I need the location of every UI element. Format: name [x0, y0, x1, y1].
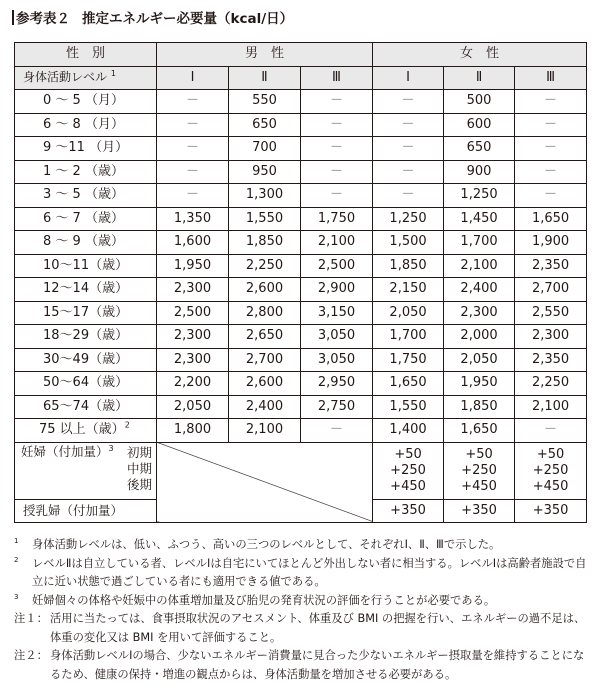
pregnant-values-3 [515, 442, 587, 499]
value: +250 [390, 462, 426, 478]
value-cell: － [301, 419, 373, 443]
footnote-mark: 2 [14, 555, 19, 564]
table-title [12, 8, 587, 30]
value-cell: 2,600 [229, 278, 301, 302]
activity-level-sup: 1 [110, 69, 116, 79]
value-cell: 1,900 [515, 231, 587, 255]
age-cell: 18～29（歳） [15, 325, 157, 349]
footnote [14, 555, 589, 592]
value-cell: 2,400 [229, 395, 301, 419]
value-cell: 2,300 [444, 301, 515, 325]
value-cell: 2,150 [373, 278, 444, 302]
note-mark: 注１： [14, 612, 48, 625]
value-cell: 2,300 [157, 325, 229, 349]
age-cell: 50～64（歳） [15, 372, 157, 396]
footnote-text: 妊婦個々の体格や妊娠中の体重増加量及び胎児の発育状況の評価を行うことが必要である。 [32, 593, 496, 607]
value-cell: 1,400 [373, 419, 444, 443]
table-row [15, 137, 587, 161]
value-cell: 2,950 [301, 372, 373, 396]
value: +250 [461, 462, 497, 478]
value-cell: － [515, 137, 587, 161]
age-cell: 3 ～ 5 （歳） [15, 184, 157, 208]
value-cell: 2,300 [157, 278, 229, 302]
value-cell: 2,200 [157, 372, 229, 396]
value-cell: 1,450 [444, 207, 515, 231]
value-cell: － [301, 113, 373, 137]
value-cell: +350 [444, 499, 515, 523]
table-row [15, 395, 587, 419]
period-early: 初期 [126, 444, 152, 460]
value-cell: 1,950 [444, 372, 515, 396]
value-cell: 3,150 [301, 301, 373, 325]
value-cell: － [157, 113, 229, 137]
value-cell: 1,850 [373, 254, 444, 278]
value-cell: － [373, 184, 444, 208]
value-cell: 2,100 [444, 254, 515, 278]
footnote-mark: 1 [14, 537, 19, 546]
note-text: 身体活動レベルⅠの場合、少ないエネルギー消費量に見合った少ないエネルギー摂取量を維持することになるため、健康の保持・増進の観点からは、身体活動量を増加させる必要がある。 [50, 649, 585, 681]
footnote [14, 592, 589, 611]
pregnant-label-cell [15, 442, 157, 499]
age-cell: 9 ～11 （月） [15, 137, 157, 161]
value-cell: － [157, 184, 229, 208]
age-cell: 1 ～ 2 （歳） [15, 160, 157, 184]
value-cell: 2,250 [515, 372, 587, 396]
period-late: 後期 [126, 476, 152, 492]
footnote-text: レベルⅡは自立している者、レベルⅠは自宅にいてほとんど外出しない者に相当する。レベルⅠは高齢者施設で自立に近い状態で過ごしている者にも適用できる値である。 [32, 556, 587, 588]
value-cell: － [515, 184, 587, 208]
value-cell: 2,100 [301, 231, 373, 255]
value-cell: 2,400 [444, 278, 515, 302]
female-header: 女 性 [373, 43, 587, 67]
age-cell: 6 ～ 7 （歳） [15, 207, 157, 231]
value-cell: 3,050 [301, 348, 373, 372]
age-cell: 10～11（歳） [15, 254, 157, 278]
age-cell: 8 ～ 9 （歳） [15, 231, 157, 255]
value: +50 [536, 446, 565, 462]
value-cell: － [373, 137, 444, 161]
table-row [15, 207, 587, 231]
value-cell: － [515, 419, 587, 443]
value-cell: 2,800 [229, 301, 301, 325]
value: +450 [532, 478, 569, 494]
male-not-applicable [157, 442, 373, 523]
table-row [15, 90, 587, 114]
value-cell: 650 [229, 113, 301, 137]
value-cell: 2,650 [229, 325, 301, 349]
value-cell: 1,650 [515, 207, 587, 231]
value-cell: － [301, 184, 373, 208]
lactating-label: 授乳婦（付加量） [15, 499, 157, 523]
title-bar [12, 10, 14, 25]
value-cell: 2,700 [229, 348, 301, 372]
value-cell: － [301, 137, 373, 161]
value-cell: 600 [444, 113, 515, 137]
value-cell: 2,500 [157, 301, 229, 325]
male-header: 男 性 [157, 43, 373, 67]
value: +450 [461, 478, 497, 494]
value-cell: 1,850 [229, 231, 301, 255]
value-cell: 2,550 [515, 301, 587, 325]
value-cell: 1,650 [444, 419, 515, 443]
energy-table [14, 42, 587, 523]
value-cell: 1,750 [373, 348, 444, 372]
value-cell: 700 [229, 137, 301, 161]
value-cell: － [301, 160, 373, 184]
table-row [15, 372, 587, 396]
footnote-sup: 3 [108, 443, 114, 453]
pregnant-values-2 [444, 442, 515, 499]
value-cell: 650 [444, 137, 515, 161]
age-cell: 30～49（歳） [15, 348, 157, 372]
table-row [15, 184, 587, 208]
value-cell: 2,250 [229, 254, 301, 278]
table-row [15, 325, 587, 349]
value-cell: 1,250 [373, 207, 444, 231]
value-cell: 2,350 [515, 348, 587, 372]
table-row [15, 419, 587, 443]
value-cell: 1,650 [373, 372, 444, 396]
value-cell: +350 [373, 499, 444, 523]
value-cell: 2,100 [229, 419, 301, 443]
value-cell: － [515, 90, 587, 114]
value-cell: 1,500 [373, 231, 444, 255]
value-cell: － [373, 113, 444, 137]
level-header: Ⅲ [301, 66, 373, 90]
value-cell: 1,600 [157, 231, 229, 255]
value-cell: 1,700 [373, 325, 444, 349]
table-row [15, 348, 587, 372]
level-header: Ⅱ [229, 66, 301, 90]
value-cell: － [301, 90, 373, 114]
value-cell: 1,350 [157, 207, 229, 231]
header-row-sex [15, 43, 587, 67]
value-cell: 1,550 [229, 207, 301, 231]
value-cell: 2,000 [444, 325, 515, 349]
value-cell: 1,550 [373, 395, 444, 419]
value-cell: 950 [229, 160, 301, 184]
value: +50 [394, 446, 422, 462]
note [14, 610, 589, 647]
age-cell: 6 ～ 8 （月） [15, 113, 157, 137]
value-cell: － [515, 113, 587, 137]
value-cell: － [157, 160, 229, 184]
footnote [14, 536, 589, 555]
value-cell: 1,300 [229, 184, 301, 208]
value-cell: 2,750 [301, 395, 373, 419]
period-mid: 中期 [126, 460, 152, 476]
table-row [15, 254, 587, 278]
note [14, 647, 589, 684]
age-label: 75 以上（歳） [39, 422, 125, 438]
value-cell: 2,700 [515, 278, 587, 302]
title-text: 推定エネルギー必要量（kcal/日） [82, 11, 294, 27]
table-row [15, 113, 587, 137]
level-header: Ⅰ [373, 66, 444, 90]
value-cell: 1,250 [444, 184, 515, 208]
sex-header: 性 別 [15, 43, 157, 67]
footnote-sup: 2 [124, 420, 130, 430]
value-cell: － [373, 90, 444, 114]
value-cell: 1,950 [157, 254, 229, 278]
footnote-mark: 3 [14, 592, 19, 601]
value-cell: 1,750 [301, 207, 373, 231]
value-cell: 2,300 [157, 348, 229, 372]
value-cell: 2,350 [515, 254, 587, 278]
pregnant-row [15, 442, 587, 499]
pregnant-values-1 [373, 442, 444, 499]
table-row [15, 231, 587, 255]
note-mark: 注２： [14, 649, 48, 662]
age-cell: 15～17（歳） [15, 301, 157, 325]
value-cell: 2,050 [373, 301, 444, 325]
value-cell: 1,800 [157, 419, 229, 443]
value-cell: 2,600 [229, 372, 301, 396]
value-cell: － [157, 137, 229, 161]
value-cell: － [373, 160, 444, 184]
value-cell: 500 [444, 90, 515, 114]
value-cell: 3,050 [301, 325, 373, 349]
value-cell: 2,050 [157, 395, 229, 419]
note-text: 活用に当たっては、食事摂取状況のアセスメント、体重及び BMI の把握を行い、エネルギーの過不足は、体重の変化又は BMI を用いて評価すること。 [50, 612, 586, 644]
value-cell: +350 [515, 499, 587, 523]
activity-level-header [15, 66, 157, 90]
table-number: 参考表２ [16, 11, 70, 27]
value-cell: 2,050 [444, 348, 515, 372]
header-row-level [15, 66, 587, 90]
footnotes [14, 536, 589, 684]
age-cell [15, 419, 157, 443]
age-cell: 0 ～ 5 （月） [15, 90, 157, 114]
pregnant-label: 妊婦（付加量） [21, 443, 109, 459]
value-cell: － [515, 160, 587, 184]
value-cell: 1,700 [444, 231, 515, 255]
age-cell: 12～14（歳） [15, 278, 157, 302]
value-cell: 2,900 [301, 278, 373, 302]
value-cell: 1,850 [444, 395, 515, 419]
activity-level-label: 身体活動レベル [23, 70, 108, 85]
level-header: Ⅱ [444, 66, 515, 90]
age-cell: 65～74（歳） [15, 395, 157, 419]
value: +50 [465, 446, 493, 462]
table-row [15, 278, 587, 302]
value: +250 [532, 462, 569, 478]
value-cell: 900 [444, 160, 515, 184]
value-cell: 2,500 [301, 254, 373, 278]
table-row [15, 301, 587, 325]
value-cell: 2,100 [515, 395, 587, 419]
value-cell: 550 [229, 90, 301, 114]
level-header: Ⅰ [157, 66, 229, 90]
level-header: Ⅲ [515, 66, 587, 90]
value-cell: － [157, 90, 229, 114]
value: +450 [390, 478, 426, 494]
value-cell: 2,300 [515, 325, 587, 349]
table-row [15, 160, 587, 184]
footnote-text: 身体活動レベルは、低い、ふつう、高いの三つのレベルとして、それぞれⅠ、Ⅱ、Ⅲで示した。 [32, 538, 501, 551]
